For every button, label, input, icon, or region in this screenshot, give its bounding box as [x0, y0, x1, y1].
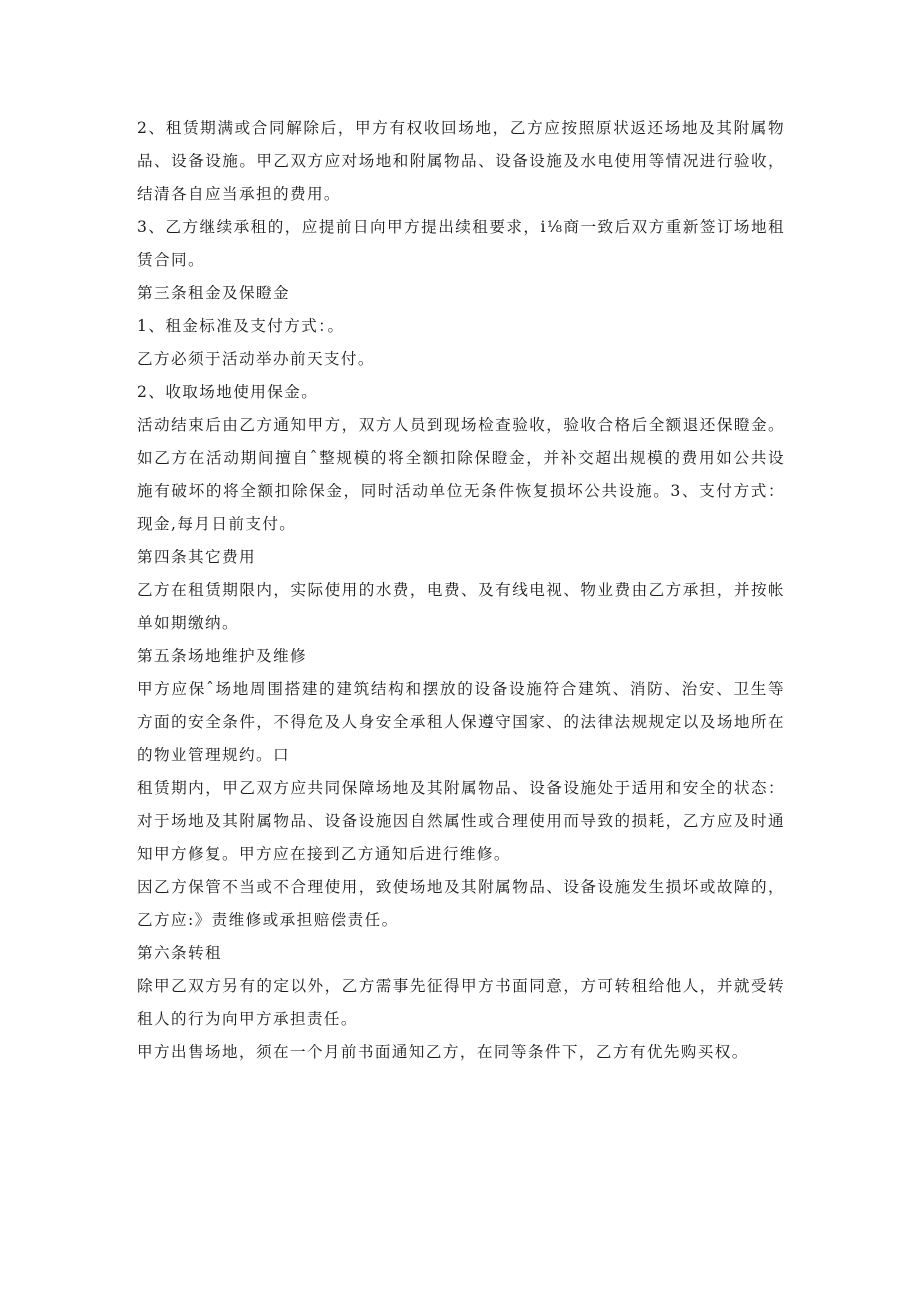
- paragraph-preemptive-right: 甲方出售场地，须在一个月前书面通知乙方，在同等条件下，乙方有优先购买权。: [137, 1043, 749, 1061]
- paragraph-rent-standard: 1、租金标准及支付方式：。: [137, 317, 345, 335]
- section-heading-article-4: 第四条其它费用: [137, 548, 256, 566]
- section-heading-article-5: 第五条场地维护及维修: [137, 647, 307, 665]
- paragraph-lease-renewal: 3、乙方继续承租的，应提前日向甲方提出续租要求，i⅛商一致后双方重新签订场地租赁合同。: [137, 218, 785, 269]
- section-heading-article-6: 第六条转租: [137, 944, 222, 962]
- paragraph-damage-liability: 因乙方保管不当或不合理使用，致使场地及其附属物品、设备设施发生损坏或故障的，乙方应:》责维修或承担赔偿责任。: [137, 878, 785, 929]
- paragraph-deposit-refund: 活动结束后由乙方通知甲方，双方人员到现场检查验收，验收合格后全额退还保瞪金。如乙方在活动期间擅自ˆ整规模的将全额扣除保瞪金，并补交超出规模的费用如公共设施有破坏的将全额扣除保金，同时活动单位无条件恢复损坏公共设施。3、支付方式：现金,每月日前支付。: [137, 416, 785, 533]
- paragraph-payment-timing: 乙方必须于活动举办前天支付。: [137, 350, 375, 368]
- paragraph-deposit: 2、收取场地使用保金。: [137, 383, 319, 401]
- paragraph-return-of-premises: 2、租赁期满或合同解除后，甲方有权收回场地，乙方应按照原状返还场地及其附属物品、设备设施。甲乙双方应对场地和附属物品、设备设施及水电使用等情况进行验收，结清各自应当承担的费用。: [137, 119, 785, 203]
- paragraph-safety-conditions: 甲方应保ˆ场地周围搭建的建筑结构和摆放的设备设施符合建筑、消防、治安、卫生等方面的安全条件，不得危及人身安全承租人保遵守国家、的法律法规规定以及场地所在的物业管理规约。口: [137, 680, 785, 764]
- paragraph-sublease: 除甲乙双方另有的定以外，乙方需事先征得甲方书面同意，方可转租给他人，并就受转租人的行为向甲方承担责任。: [137, 977, 785, 1028]
- document-page: [137, 112, 785, 1069]
- paragraph-maintenance-duty: 租赁期内，甲乙双方应共同保障场地及其附属物品、设备设施处于适用和安全的状态：对于场地及其附属物品、设备设施因自然属性或合理使用而导致的损耗，乙方应及时通知甲方修复。甲方应在接到乙方通知后进行维修。: [137, 779, 785, 863]
- section-heading-article-3: 第三条租金及保瞪金: [137, 284, 290, 302]
- paragraph-other-fees: 乙方在租赁期限内，实际使用的水费，电费、及有线电视、物业费由乙方承担，并按帐单如期缴纳。: [137, 581, 785, 632]
